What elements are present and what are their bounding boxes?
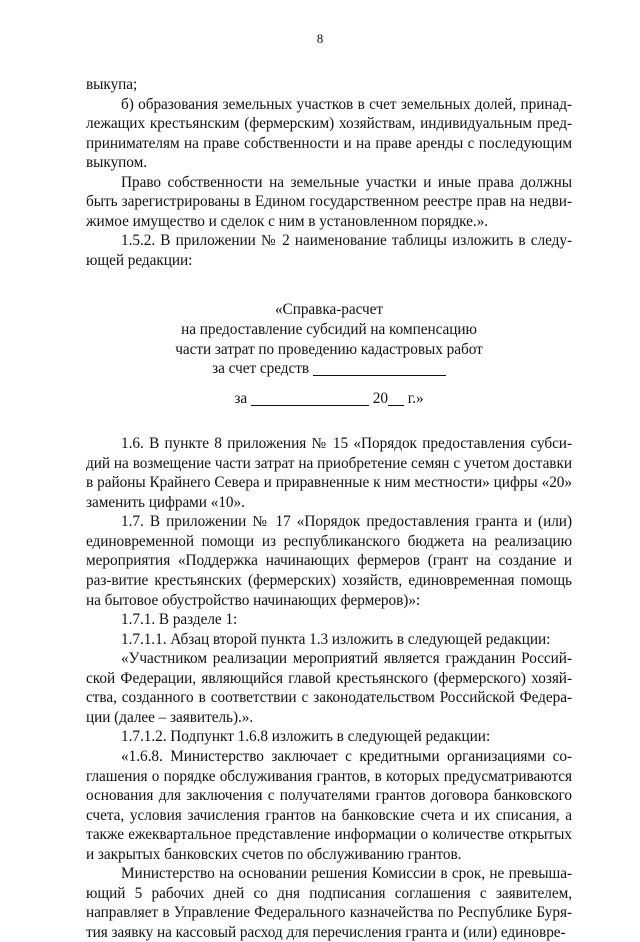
table-title-line5-year: 20 [372,389,388,407]
table-title-block [86,300,572,408]
table-title-line2: на предоставление субсидий на компенсацию [181,321,477,339]
table-title-line5 [86,389,572,409]
table-title-line5-suffix: г.» [407,389,424,407]
paragraph-participant: «Участником реализации мероприятий является гражданин Россий-ской Федерации, являющийся главой крестьянского (фермерского) хозяй-ства, созданного в соответствии с законодательством Российской Федера-ции (далее – заявитель).». [86,650,572,726]
paragraph-1-5-2: 1.5.2. В приложении № 2 наименование таблицы изложить в следу-ющей редакции: [86,232,572,269]
paragraph-ministry: Министерство на основании решения Комиссии в срок, не превыша-ющий 5 рабочих дней со дня подписания соглашения с заявителем, направляет в Управление Федерального казначейства по Республике Буря-тия заявку на кассовый расход для перечисления гранта и (или) единовре- [86,865,572,941]
paragraph-ownership: Право собственности на земельные участки и иные права должны быть зарегистрированы в Едином государственном реестре прав на недви-жимое имущество и сделок с ним в установленном порядке.». [86,173,572,230]
paragraph-1-7-1-2: 1.7.1.2. Подпункт 1.6.8 изложить в следующей редакции: [121,728,491,746]
table-title-line3: части затрат по проведению кадастровых работ [175,340,483,358]
blank-year [388,390,404,406]
paragraph-1-6: 1.6. В пункте 8 приложения № 15 «Порядок предоставления субси-дий на возмещение части затрат на приобретение семян с учетом доставки в районы Крайнего Севера и приравненные к ним местности» цифры «20» заменить цифрами «10». [86,435,572,511]
blank-funds-source [313,360,446,376]
paragraph-continuation: выкупа; [86,76,138,93]
table-title-line1: «Справка-расчет [274,301,384,319]
page-number: 8 [316,31,324,46]
paragraph-1-7-1: 1.7.1. В разделе 1: [121,611,238,629]
paragraph-1-6-8: «1.6.8. Министерство заключает с кредитными организациями со-глашения о порядке обслуживания грантов, в которых предусматриваются основания для заключения с получателями грантов договора банковского счета, условия зачисления грантов на банковские счета и их списания, а также ежеквартальное представление информации о количестве открытых и закрытых банковских счетов по обслуживанию грантов. [86,747,572,863]
paragraph-b: б) образования земельных участков в счет земельных долей, принад-лежащих крестьянским (фермерским) хозяйствам, индивидуальным пред-принимателям на праве собственности и на праве аренды с последующим выкупом. [86,95,572,172]
table-title-line5-prefix: за [234,389,248,407]
blank-period [251,390,369,406]
paragraph-1-7: 1.7. В приложении № 17 «Порядок предоставления гранта и (или) единовременной помощи из республиканского бюджета на реализацию мероприятия «Поддержка начинающих фермеров (грант на создание и раз-витие крестьянских (фермерских) хозяйств, единовременная помощь на бытовое обустройство начинающих фермеров)»: [86,513,572,609]
document-body [86,75,572,942]
paragraph-1-7-1-1: 1.7.1.1. Абзац второй пункта 1.3 изложить в следующей редакции: [121,630,551,648]
table-title-line4 [86,359,572,379]
table-title-line4-text: за счет средств [212,360,310,378]
